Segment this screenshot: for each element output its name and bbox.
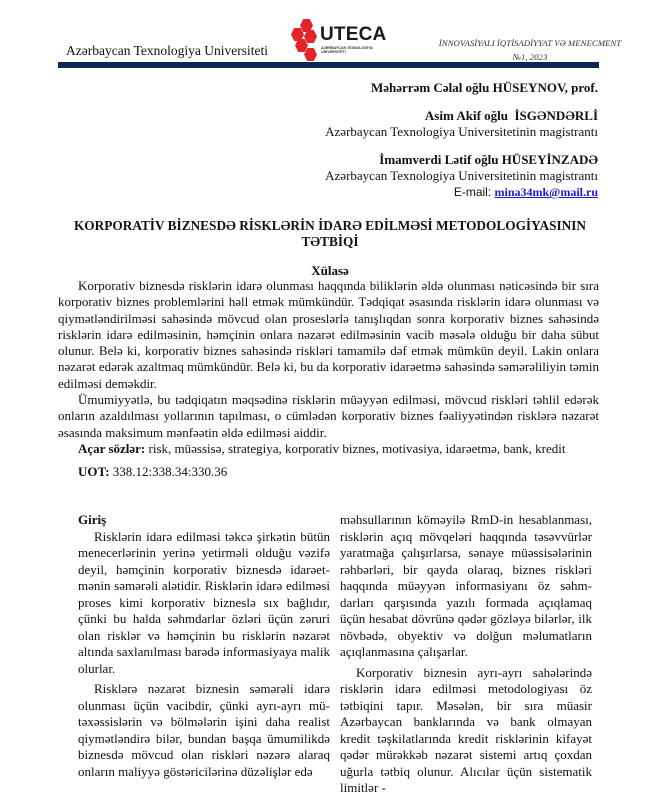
body-paragraph: Korporativ biznesin ayrı-ayrı sahələrində risklərin idarə edilməsi metodologiyası öz tətbiqini tapır. Məsələn, bir sıra müasir Azərbaycan banklarında və bank olmayan kredit təşkilatlarında kredit risklərinin kifayət qədər mürəkkəb nəzarət sistemi artıq çoxdan uğurla tətbiq olunur. Alıcılar üçün sistematik limitlər -: [340, 664, 592, 795]
abstract: [58, 278, 599, 457]
uteca-logo: [290, 18, 400, 64]
abstract-paragraph: Ümumiyyətlə, bu tədqiqatın məqsədinə risklərin müəyyən edilməsi, mövcud riskləri təhlil edərək onların azaldılması yollarının tapılması, o cümlədən korporativ biznes fəaliyyətindən risklərə nəzarət əsasında maksimum mənfəətin əldə edilməsi aiddir.: [58, 392, 599, 440]
body-column-left: [78, 512, 330, 780]
email-label: E-mail:: [453, 185, 495, 199]
body-paragraph: məhsullarının köməyilə RmD-in hesablanması, risklərin açıq mövqeləri haqqında təsəvvürlər yaratmağa çalışırlarsa, sənaye müəssisələrinin rəhbərləri, bir qayda olaraq, biznes riskləri haqqında müəyyən informasiyanı öz səhm-darları qarşısında yazılı formada açıqlamaq üçün hesabat dövrünə qədər gözləyə bilərlər, ilk növbədə, obyektiv və dolğun məlumatların açıqlanmasına çalışarlar.: [340, 512, 592, 659]
page-header: [58, 18, 622, 62]
logo-subtitle: AZƏRBAYCAN TEXNOLOGİYA UNIVERSITETI: [321, 46, 373, 54]
email-link[interactable]: mina34mk@mail.ru: [494, 185, 598, 199]
author-name: İmamverdi Lətif oğlu HÜSEYİNZADƏ: [379, 152, 598, 167]
keywords: [58, 441, 599, 457]
uot-label: UOT:: [78, 464, 110, 479]
logo-brand-text: UTECA: [320, 24, 387, 45]
uot-value: 338.12:338.34:330.36: [109, 464, 228, 479]
header-divider: [58, 62, 599, 68]
keywords-label: Açar sözlər:: [78, 440, 146, 456]
section-heading-intro: Giriş: [78, 512, 107, 527]
body-column-right: [340, 512, 592, 797]
author-name: Asim Akif oğlu İSGƏNDƏRLİ: [424, 108, 598, 123]
body-paragraph: Risklərin idarə edilməsi təkcə şirkətin bütün menecerlərinin yerinə yetirməli olduğu vəzifə deyil, həmçinin korporativ biznesdə idarəet-mənin səmərəli alətidir. Risklərin idarə edilməsi proses kimi korporativ bizneslə sıx bağlıdır, çünki bu halda səhmdarlar özləri üçün zəruri olan risklər və həmçinin bu risklərin nəzarət altında saxlanılması barədə informasiyaya malik olurlar.: [78, 528, 330, 676]
author-affiliation: Azərbaycan Texnologiya Universitetinin magistrantı: [325, 168, 598, 183]
abstract-heading: Xülasə: [311, 263, 349, 278]
body-paragraph: Risklərə nəzarət biznesin səmərəli idarə olunması üçün vacibdir, çünki ayrı-ayrı mü-təxəssislərin və bölmələrin işini daha realist qiymətləndirə bilər, bundan başqa ümumilikdə biznesdə mövcud olan riskləri nəzərə alaraq onların maliyyə göstəricilərinə düzəlişlər edə: [78, 681, 330, 779]
author-affiliation: Azərbaycan Texnologiya Universitetinin magistrantı: [325, 124, 598, 139]
author-block: [325, 80, 598, 200]
paper-title: KORPORATİV BİZNESDƏ RİSKLƏRİN İDARƏ EDİLMƏSİ METODOLOGİYASININ TƏTBİQİ: [73, 218, 587, 249]
uot-code: [78, 464, 227, 480]
email-line: [325, 184, 598, 200]
logo-hexagon-icon: [304, 48, 317, 61]
university-name: Azərbaycan Texnologiya Universiteti: [66, 43, 268, 58]
author-name: Məhərrəm Cəlal oğlu HÜSEYNOV, prof.: [371, 80, 598, 95]
journal-title: İNNOVASİYALI İQTİSADİYYAT VƏ MENECMENT: [438, 38, 622, 48]
journal-info: [430, 36, 630, 64]
keywords-list: risk, müəssisə, strategiya, korporativ biznes, motivasiya, idarəetmə, bank, kredit: [145, 440, 566, 456]
abstract-paragraph: Korporativ biznesdə risklərin idarə olunması haqqında biliklərin əldə olunması nəticəsində bir sıra korporativ biznes problemlərini həll etmək mümkündür. Tədqiqat əsasında risklərin idarə olunması və qiymətləndirilməsi sahəsində mövcud olan proseslərlə tanışlıqdan sonra korporativ biznes sahəsində risklərin idarə edilməsinin, həmçinin onlara nəzarət edilməsinin vacib məsələ olduğu bir daha sübut olunur. Belə ki, korporativ biznes sahəsində riskləri tamamilə dəf etmək mümkün deyil. Lakin onlara nəzarət edərək azaltmaq mümkündür. Belə ki, bu da korporativ idarəetmə sahəsində səmərəliliyin təmin edilməsi deməkdir.: [58, 278, 599, 391]
journal-issue: №1, 2023: [512, 52, 548, 62]
